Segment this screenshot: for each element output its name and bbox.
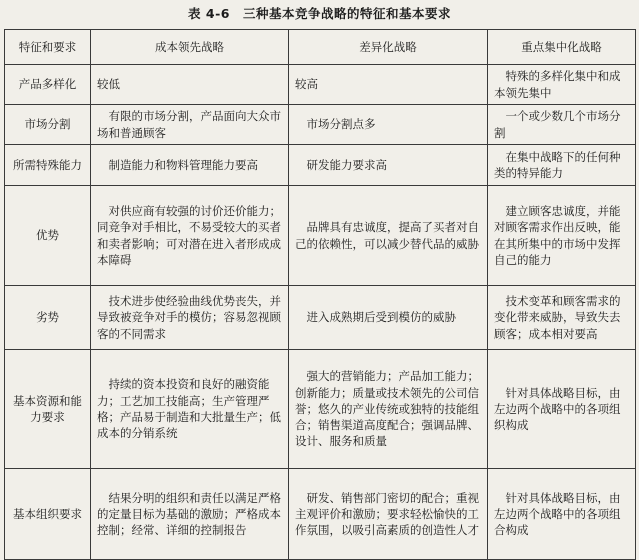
header-cell-differentiation: 差异化战略 [289, 30, 488, 65]
table-row [5, 186, 636, 286]
cell-focus: 技术变革和顾客需求的变化带来威胁，导致失去顾客；成本相对要高 [488, 286, 636, 350]
cell-focus: 在集中战略下的任何种类的特异能力 [488, 145, 636, 186]
cell-cost: 对供应商有较强的讨价还价能力；同竞争对手相比，不易受较大的买者和卖者影响；可对潜在进入者形成成本障碍 [91, 186, 289, 286]
cell-focus: 针对具体战略目标，由左边两个战略中的各项组合构成 [488, 469, 636, 560]
cell-diff: 进入成熟期后受到模仿的威胁 [289, 286, 488, 350]
table-row [5, 65, 636, 105]
row-label: 所需特殊能力 [5, 145, 91, 186]
header-cell-features: 特征和要求 [5, 30, 91, 65]
cell-cost: 较低 [91, 65, 289, 105]
cell-cost: 持续的资本投资和良好的融资能力；工艺加工技能高；生产管理严格；产品易于制造和大批量生产；低成本的分销系统 [91, 350, 289, 469]
row-label: 优势 [5, 186, 91, 286]
cell-focus: 针对具体战略目标，由左边两个战略中的各项组织构成 [488, 350, 636, 469]
cell-diff: 研发能力要求高 [289, 145, 488, 186]
row-label: 劣势 [5, 286, 91, 350]
table-row [5, 145, 636, 186]
strategy-table [4, 29, 636, 560]
cell-cost: 结果分明的组织和责任以满足严格的定量目标为基础的激励；严格成本控制；经常、详细的控制报告 [91, 469, 289, 560]
cell-diff: 市场分割点多 [289, 105, 488, 145]
header-cell-focus: 重点集中化战略 [488, 30, 636, 65]
table-row [5, 286, 636, 350]
row-label: 基本资源和能力要求 [5, 350, 91, 469]
cell-diff: 较高 [289, 65, 488, 105]
table-row [5, 105, 636, 145]
cell-focus: 特殊的多样化集中和成本领先集中 [488, 65, 636, 105]
table-row [5, 469, 636, 560]
header-row [5, 30, 636, 65]
cell-focus: 一个或少数几个市场分割 [488, 105, 636, 145]
cell-focus: 建立顾客忠诚度，并能对顾客需求作出反映，能在其所集中的市场中发挥自己的能力 [488, 186, 636, 286]
cell-diff: 强大的营销能力；产品加工能力；创新能力；质量或技术领先的公司信誉；悠久的产业传统或独特的技能组合；销售渠道高度配合；强调品牌、设计、服务和质量 [289, 350, 488, 469]
table-row [5, 350, 636, 469]
row-label: 产品多样化 [5, 65, 91, 105]
header-cell-cost-leadership: 成本领先战略 [91, 30, 289, 65]
row-label: 市场分割 [5, 105, 91, 145]
cell-diff: 研发、销售部门密切的配合；重视主观评价和激励；要求轻松愉快的工作氛围，以吸引高素质的创造性人才 [289, 469, 488, 560]
row-label: 基本组织要求 [5, 469, 91, 560]
cell-cost: 技术进步使经验曲线优势丧失，并导致被竞争对手的模仿；容易忽视顾客的不同需求 [91, 286, 289, 350]
cell-cost: 有限的市场分割，产品面向大众市场和普通顾客 [91, 105, 289, 145]
table-title: 表 4-6 三种基本竞争战略的特征和基本要求 [188, 6, 451, 21]
cell-cost: 制造能力和物料管理能力要高 [91, 145, 289, 186]
cell-diff: 品牌具有忠诚度，提高了买者对自己的依赖性，可以减少替代品的威胁 [289, 186, 488, 286]
